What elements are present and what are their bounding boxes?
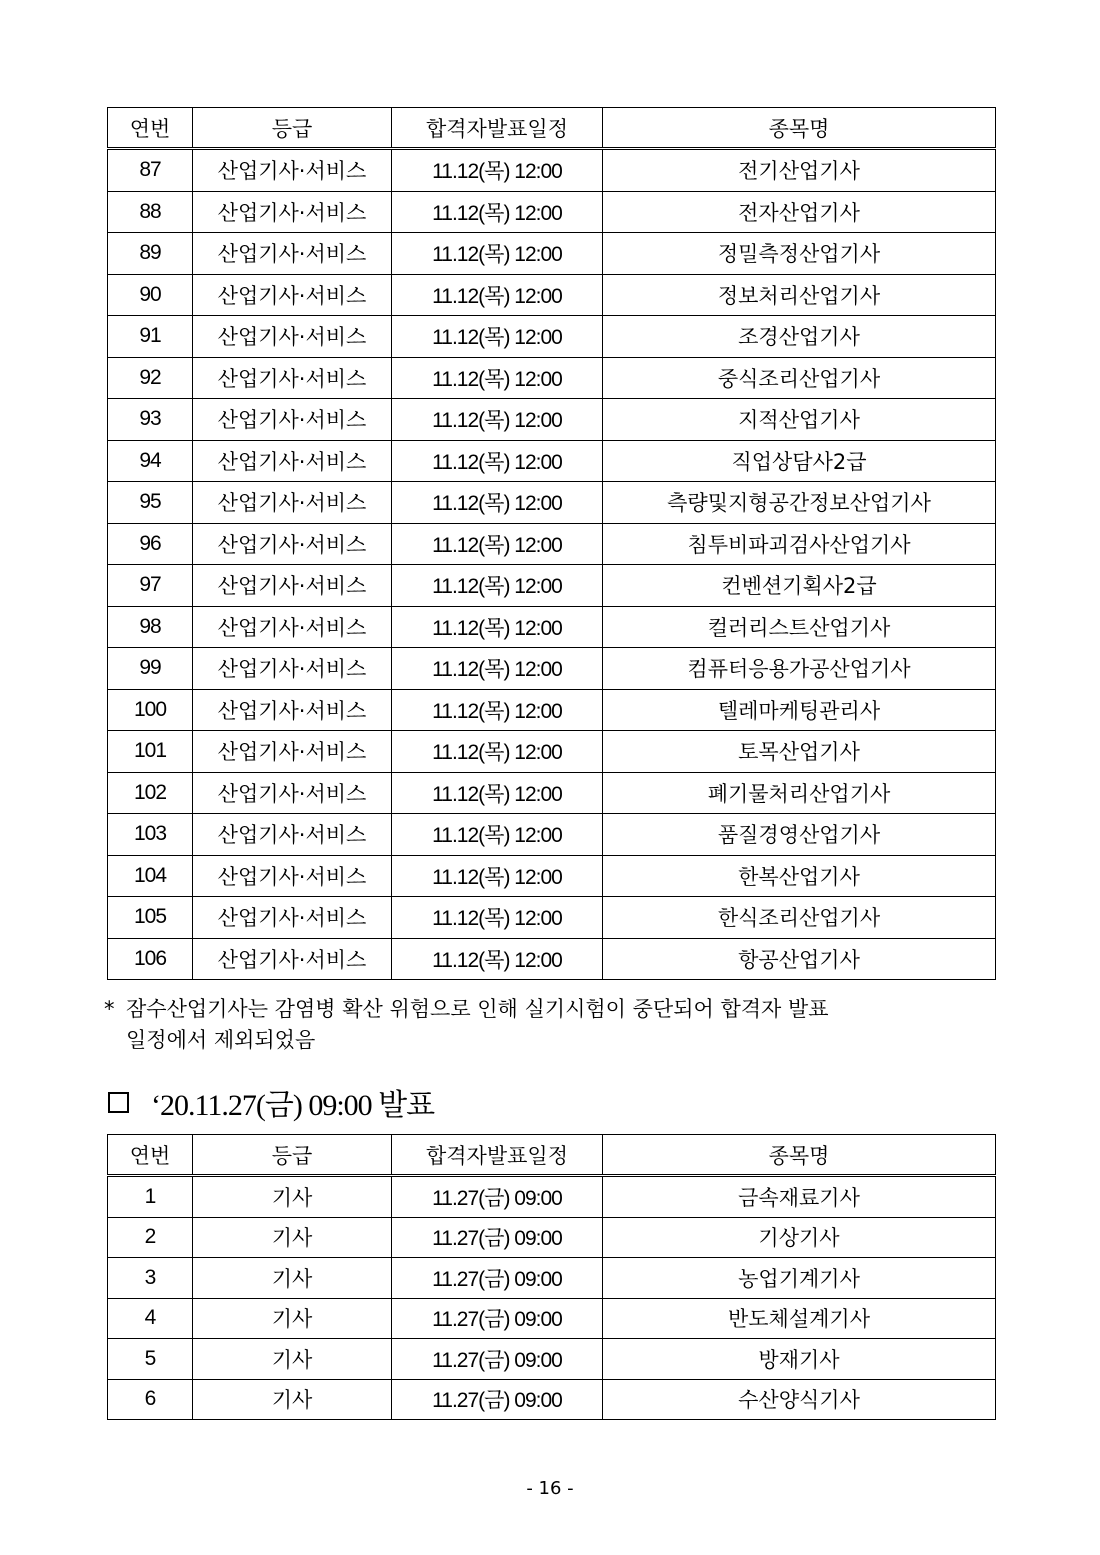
cell-no: 6 (108, 1379, 193, 1420)
cell-name: 컨벤션기획사2급 (603, 565, 996, 607)
cell-no: 97 (108, 565, 193, 607)
cell-schedule: 11.12(목) 12:00 (392, 855, 603, 897)
table-row (108, 440, 996, 482)
section-title: ‘20.11.27(금) 09:00 발표 (151, 1089, 435, 1122)
cell-schedule: 11.12(목) 12:00 (392, 399, 603, 441)
cell-no: 102 (108, 772, 193, 814)
cell-no: 98 (108, 606, 193, 648)
cell-no: 92 (108, 357, 193, 399)
cell-no: 95 (108, 482, 193, 524)
cell-name: 측량및지형공간정보산업기사 (603, 482, 996, 524)
table-body (108, 149, 996, 980)
cell-no: 103 (108, 814, 193, 856)
table-header-row (108, 108, 996, 149)
cell-schedule: 11.12(목) 12:00 (392, 772, 603, 814)
cell-name: 중식조리산업기사 (603, 357, 996, 399)
cell-schedule: 11.27(금) 09:00 (392, 1339, 603, 1380)
col-header-schedule: 합격자발표일정 (392, 1135, 603, 1176)
cell-name: 폐기물처리산업기사 (603, 772, 996, 814)
cell-name: 한식조리산업기사 (603, 897, 996, 939)
cell-grade: 산업기사·서비스 (193, 565, 392, 607)
note-line-2: 일정에서 제외되었음 (126, 1028, 316, 1052)
cell-no: 89 (108, 233, 193, 275)
col-header-no: 연번 (108, 1135, 193, 1176)
cell-schedule: 11.12(목) 12:00 (392, 149, 603, 192)
cell-no: 3 (108, 1258, 193, 1299)
section-heading (108, 1080, 434, 1124)
exclusion-note (104, 994, 1004, 1056)
cell-schedule: 11.12(목) 12:00 (392, 357, 603, 399)
cell-name: 토목산업기사 (603, 731, 996, 773)
cell-schedule: 11.12(목) 12:00 (392, 523, 603, 565)
cell-schedule: 11.27(금) 09:00 (392, 1176, 603, 1218)
table-row (108, 1176, 996, 1218)
cell-grade: 산업기사·서비스 (193, 814, 392, 856)
col-header-grade: 등급 (193, 108, 392, 149)
cell-no: 94 (108, 440, 193, 482)
table-row (108, 606, 996, 648)
col-header-name: 종목명 (603, 108, 996, 149)
cell-no: 1 (108, 1176, 193, 1218)
cell-grade: 산업기사·서비스 (193, 399, 392, 441)
cell-schedule: 11.12(목) 12:00 (392, 814, 603, 856)
cell-schedule: 11.12(목) 12:00 (392, 938, 603, 980)
cell-schedule: 11.12(목) 12:00 (392, 565, 603, 607)
cell-schedule: 11.27(금) 09:00 (392, 1379, 603, 1420)
table-row (108, 191, 996, 233)
cell-grade: 기사 (193, 1298, 392, 1339)
cell-no: 96 (108, 523, 193, 565)
cell-grade: 기사 (193, 1258, 392, 1299)
cell-grade: 산업기사·서비스 (193, 772, 392, 814)
table-row (108, 938, 996, 980)
cell-schedule: 11.27(금) 09:00 (392, 1298, 603, 1339)
table-row (108, 648, 996, 690)
cell-schedule: 11.12(목) 12:00 (392, 191, 603, 233)
cell-name: 조경산업기사 (603, 316, 996, 358)
cell-name: 지적산업기사 (603, 399, 996, 441)
table-row (108, 814, 996, 856)
schedule-table-nov12 (107, 107, 996, 980)
col-header-schedule: 합격자발표일정 (392, 108, 603, 149)
cell-no: 105 (108, 897, 193, 939)
table-row (108, 689, 996, 731)
cell-no: 5 (108, 1339, 193, 1380)
cell-no: 88 (108, 191, 193, 233)
table-row (108, 1217, 996, 1258)
page-number: - 16 - (526, 1478, 574, 1499)
cell-name: 금속재료기사 (603, 1176, 996, 1218)
cell-no: 101 (108, 731, 193, 773)
cell-grade: 산업기사·서비스 (193, 855, 392, 897)
cell-grade: 산업기사·서비스 (193, 191, 392, 233)
cell-no: 91 (108, 316, 193, 358)
table-row (108, 233, 996, 275)
cell-grade: 산업기사·서비스 (193, 731, 392, 773)
cell-name: 컬러리스트산업기사 (603, 606, 996, 648)
cell-no: 104 (108, 855, 193, 897)
table-row (108, 772, 996, 814)
cell-name: 침투비파괴검사산업기사 (603, 523, 996, 565)
table-row (108, 1258, 996, 1299)
cell-schedule: 11.12(목) 12:00 (392, 606, 603, 648)
note-marker: * (104, 997, 115, 1021)
cell-grade: 산업기사·서비스 (193, 316, 392, 358)
table-row (108, 1298, 996, 1339)
cell-schedule: 11.12(목) 12:00 (392, 689, 603, 731)
cell-grade: 산업기사·서비스 (193, 606, 392, 648)
cell-schedule: 11.12(목) 12:00 (392, 316, 603, 358)
table-row (108, 482, 996, 524)
table-row (108, 855, 996, 897)
cell-grade: 기사 (193, 1217, 392, 1258)
cell-name: 정밀측정산업기사 (603, 233, 996, 275)
cell-name: 항공산업기사 (603, 938, 996, 980)
cell-name: 정보처리산업기사 (603, 274, 996, 316)
cell-name: 컴퓨터응용가공산업기사 (603, 648, 996, 690)
cell-name: 반도체설계기사 (603, 1298, 996, 1339)
cell-grade: 산업기사·서비스 (193, 149, 392, 192)
cell-grade: 산업기사·서비스 (193, 689, 392, 731)
cell-schedule: 11.27(금) 09:00 (392, 1258, 603, 1299)
note-line-1: * 잠수산업기사는 감염병 확산 위험으로 인해 실기시험이 중단되어 합격자 발표 (104, 994, 1004, 1025)
cell-schedule: 11.12(목) 12:00 (392, 233, 603, 275)
table-row (108, 316, 996, 358)
cell-grade: 산업기사·서비스 (193, 523, 392, 565)
table-row (108, 357, 996, 399)
cell-name: 기상기사 (603, 1217, 996, 1258)
cell-schedule: 11.12(목) 12:00 (392, 897, 603, 939)
cell-name: 수산양식기사 (603, 1379, 996, 1420)
cell-no: 90 (108, 274, 193, 316)
table-header-row (108, 1135, 996, 1176)
cell-schedule: 11.12(목) 12:00 (392, 648, 603, 690)
cell-no: 4 (108, 1298, 193, 1339)
cell-name: 텔레마케팅관리사 (603, 689, 996, 731)
table-row (108, 523, 996, 565)
cell-no: 99 (108, 648, 193, 690)
cell-grade: 산업기사·서비스 (193, 233, 392, 275)
cell-name: 한복산업기사 (603, 855, 996, 897)
cell-grade: 산업기사·서비스 (193, 648, 392, 690)
table-row (108, 274, 996, 316)
cell-grade: 산업기사·서비스 (193, 274, 392, 316)
table-row (108, 565, 996, 607)
table-body (108, 1176, 996, 1420)
cell-schedule: 11.27(금) 09:00 (392, 1217, 603, 1258)
table-row (108, 731, 996, 773)
cell-schedule: 11.12(목) 12:00 (392, 274, 603, 316)
cell-grade: 기사 (193, 1176, 392, 1218)
table-row (108, 1339, 996, 1380)
cell-name: 전기산업기사 (603, 149, 996, 192)
schedule-table-nov27 (107, 1134, 996, 1420)
cell-name: 방재기사 (603, 1339, 996, 1380)
col-header-grade: 등급 (193, 1135, 392, 1176)
cell-grade: 기사 (193, 1339, 392, 1380)
cell-schedule: 11.12(목) 12:00 (392, 440, 603, 482)
cell-no: 2 (108, 1217, 193, 1258)
col-header-no: 연번 (108, 108, 193, 149)
cell-name: 전자산업기사 (603, 191, 996, 233)
table-row (108, 149, 996, 192)
cell-grade: 산업기사·서비스 (193, 897, 392, 939)
col-header-name: 종목명 (603, 1135, 996, 1176)
cell-grade: 산업기사·서비스 (193, 440, 392, 482)
cell-name: 직업상담사2급 (603, 440, 996, 482)
cell-no: 87 (108, 149, 193, 192)
cell-schedule: 11.12(목) 12:00 (392, 731, 603, 773)
cell-grade: 기사 (193, 1379, 392, 1420)
cell-grade: 산업기사·서비스 (193, 938, 392, 980)
table-row (108, 399, 996, 441)
cell-grade: 산업기사·서비스 (193, 482, 392, 524)
cell-no: 106 (108, 938, 193, 980)
cell-schedule: 11.12(목) 12:00 (392, 482, 603, 524)
cell-grade: 산업기사·서비스 (193, 357, 392, 399)
cell-no: 100 (108, 689, 193, 731)
table-row (108, 897, 996, 939)
cell-no: 93 (108, 399, 193, 441)
table-row (108, 1379, 996, 1420)
cell-name: 품질경영산업기사 (603, 814, 996, 856)
cell-name: 농업기계기사 (603, 1258, 996, 1299)
checkbox-square-icon (108, 1092, 129, 1113)
